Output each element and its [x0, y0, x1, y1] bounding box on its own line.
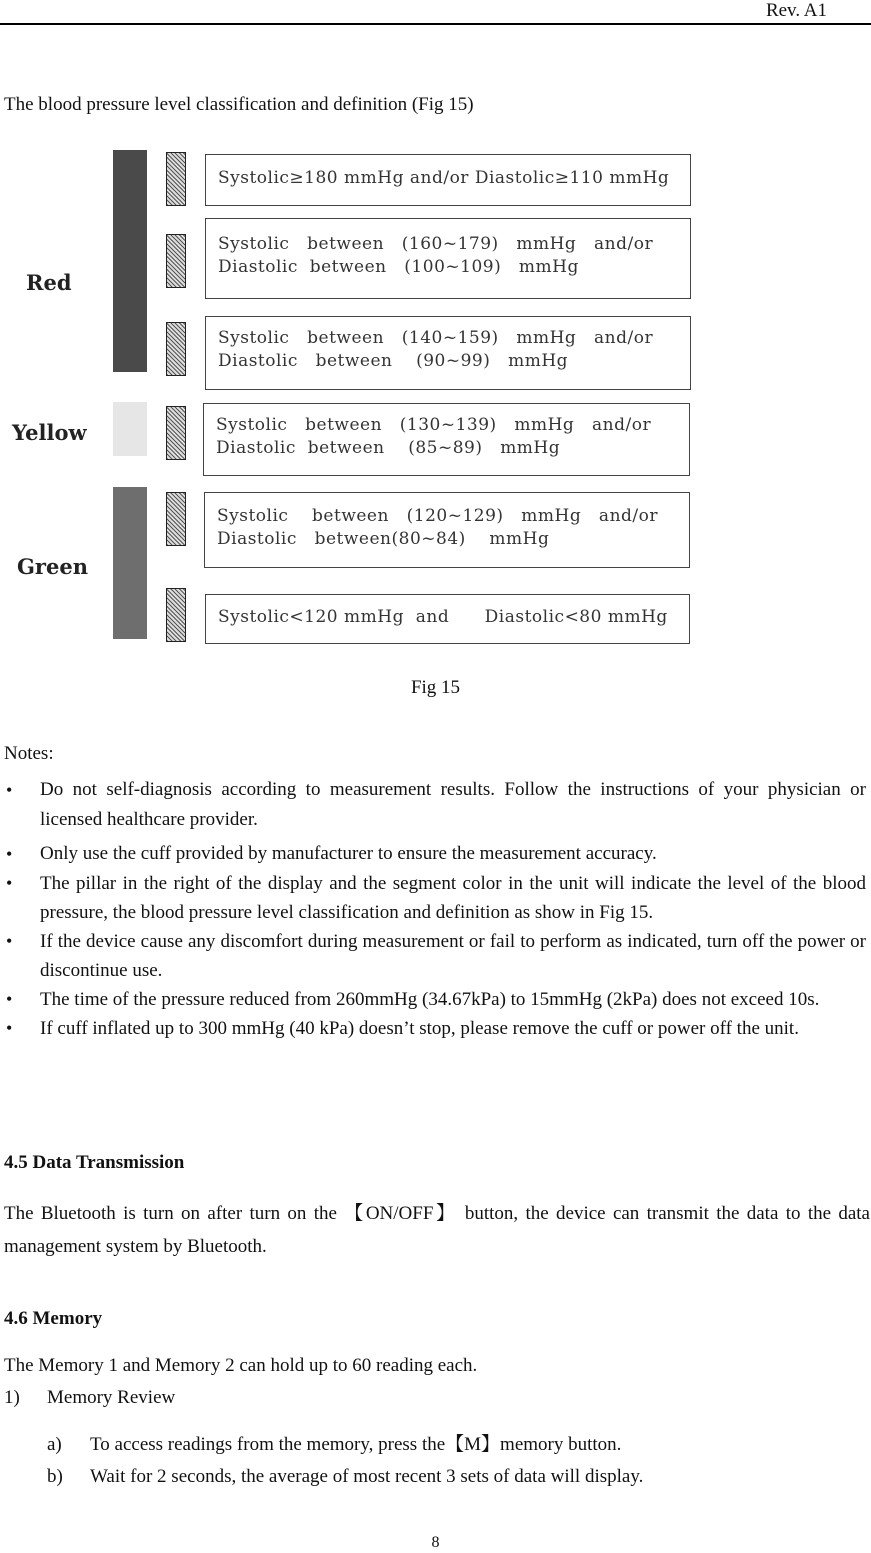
notes-title: Notes: — [4, 743, 54, 764]
notes-list — [0, 775, 866, 1043]
segment-indicator — [166, 492, 186, 546]
level-bar-green — [113, 487, 147, 639]
list-item: • Do not self-diagnosis according to measurement results. Follow the instructions of your physician or licensed healthcare provider. — [0, 775, 866, 835]
criteria-box: Systolic<120 mmHg and Diastolic<80 mmHg — [205, 594, 690, 644]
list-item: • Only use the cuff provided by manufacturer to ensure the measurement accuracy. — [0, 839, 866, 869]
section-heading-memory: 4.6 Memory — [4, 1308, 103, 1329]
section-heading-data-transmission: 4.5 Data Transmission — [4, 1152, 185, 1173]
bp-classification-figure — [0, 140, 720, 650]
level-bar-red — [113, 150, 147, 372]
memory-body: The Memory 1 and Memory 2 can hold up to 60 reading each. — [4, 1355, 478, 1376]
criteria-box: Systolic between (160~179) mmHg and/or Diastolic between (100~109) mmHg — [205, 218, 691, 299]
segment-indicator — [166, 152, 186, 206]
list-item: • The pillar in the right of the display and the segment color in the unit will indicate the level of the blood pressure, the blood pressure level classification and definition as show in Fig 15. — [0, 869, 866, 927]
memory-list-number: 1) — [4, 1387, 20, 1408]
level-label-green: Green — [17, 554, 88, 579]
intro-text: The blood pressure level classification and definition (Fig 15) — [4, 94, 474, 115]
step-text: Wait for 2 seconds, the average of most recent 3 sets of data will display. — [90, 1466, 644, 1487]
list-item: • If cuff inflated up to 300 mmHg (40 kPa) doesn’t stop, please remove the cuff or power off the unit. — [0, 1014, 866, 1043]
segment-indicator — [166, 588, 186, 642]
criteria-box: Systolic between (140~159) mmHg and/or Diastolic between (90~99) mmHg — [205, 316, 691, 390]
criteria-box: Systolic between (120~129) mmHg and/or Diastolic between(80~84) mmHg — [204, 492, 690, 568]
level-bar-yellow — [113, 402, 147, 456]
header-divider — [0, 23, 871, 25]
step-text: To access readings from the memory, press the【M】memory button. — [90, 1434, 622, 1455]
list-item: • If the device cause any discomfort during measurement or fail to perform as indicated, turn off the power or discontinue use. — [0, 927, 866, 985]
segment-indicator — [166, 406, 186, 460]
level-label-red: Red — [26, 270, 72, 295]
criteria-box: Systolic between (130~139) mmHg and/or Diastolic between (85~89) mmHg — [203, 403, 690, 476]
step-label: a) — [47, 1434, 62, 1455]
figure-caption: Fig 15 — [410, 677, 461, 698]
segment-indicator — [166, 322, 186, 376]
step-label: b) — [47, 1466, 63, 1487]
revision-label: Rev. A1 — [765, 0, 827, 21]
page-number: 8 — [431, 1534, 440, 1551]
segment-indicator — [166, 234, 186, 288]
data-transmission-body: The Bluetooth is turn on after turn on the 【ON/OFF】 button, the device can transmit the data to the data management system by Bluetooth. — [4, 1203, 870, 1257]
list-item: • The time of the pressure reduced from 260mmHg (34.67kPa) to 15mmHg (2kPa) does not exceed 10s. — [0, 985, 866, 1014]
level-label-yellow: Yellow — [12, 420, 87, 445]
memory-list-title: Memory Review — [47, 1387, 176, 1408]
criteria-box: Systolic≥180 mmHg and/or Diastolic≥110 mmHg — [205, 154, 691, 206]
